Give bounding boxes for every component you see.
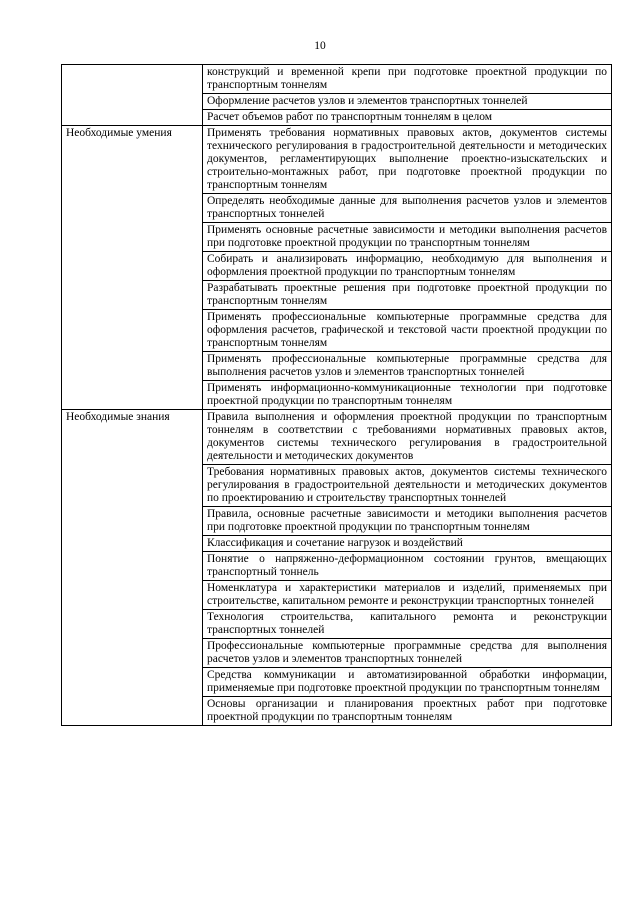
requirement-item: конструкций и временной крепи при подготовке проектной продукции по транспортным тоннелям [203,65,612,94]
requirement-item: Средства коммуникации и автоматизированной обработки информации, применяемые при подготовке проектной продукции по транспортным тоннелям [203,668,612,697]
requirement-item: Расчет объемов работ по транспортным тоннелям в целом [203,110,612,126]
requirement-item: Применять требования нормативных правовых актов, документов системы технического регулирования в градостроительной деятельности и методических документов, регламентирующих выполнение проектно-изыскательских и строительно-монтажных работ, при подготовке проектной продукции по транспортным тоннелям [203,126,612,194]
page-number: 10 [314,40,326,52]
requirement-item: Профессиональные компьютерные программные средства для выполнения расчетов узлов и элементов транспортных тоннелей [203,639,612,668]
requirement-item: Применять профессиональные компьютерные программные средства для выполнения расчетов узлов и элементов транспортных тоннелей [203,352,612,381]
requirement-item: Применять профессиональные компьютерные программные средства для оформления расчетов, графической и текстовой части проектной продукции по транспортным тоннелям [203,310,612,352]
requirement-item: Основы организации и планирования проектных работ при подготовке проектной продукции по транспортным тоннелям [203,697,612,726]
requirement-item: Применять основные расчетные зависимости и методики выполнения расчетов при подготовке проектной продукции по транспортным тоннелям [203,223,612,252]
requirements-table-body [62,65,612,726]
requirements-table [61,64,612,726]
requirement-item: Применять информационно-коммуникационные технологии при подготовке проектной продукции по транспортным тоннелям [203,381,612,410]
requirement-item: Разрабатывать проектные решения при подготовке проектной продукции по транспортным тоннелям [203,281,612,310]
requirement-item: Технология строительства, капитального ремонта и реконструкции транспортных тоннелей [203,610,612,639]
table-row [62,65,612,94]
requirement-item: Собирать и анализировать информацию, необходимую для выполнения и оформления проектной продукции по транспортным тоннелям [203,252,612,281]
requirement-item: Номенклатура и характеристики материалов и изделий, применяемых при строительстве, капитальном ремонте и реконструкции транспортных тоннелей [203,581,612,610]
requirement-item: Правила, основные расчетные зависимости и методики выполнения расчетов при подготовке проектной продукции по транспортным тоннелям [203,507,612,536]
section-label [62,65,203,126]
table-row [62,410,612,465]
requirement-item: Оформление расчетов узлов и элементов транспортных тоннелей [203,94,612,110]
requirement-item: Понятие о напряженно-деформационном состоянии грунтов, вмещающих транспортный тоннель [203,552,612,581]
requirement-item: Правила выполнения и оформления проектной продукции по транспортным тоннелям в соответствии с требованиями нормативных правовых актов, документов системы технического регулирования в градостроительной деятельности и методических документов [203,410,612,465]
requirement-item: Определять необходимые данные для выполнения расчетов узлов и элементов транспортных тоннелей [203,194,612,223]
requirement-item: Классификация и сочетание нагрузок и воздействий [203,536,612,552]
section-label: Необходимые знания [62,410,203,726]
table-row [62,126,612,194]
section-label: Необходимые умения [62,126,203,410]
requirement-item: Требования нормативных правовых актов, документов системы технического регулирования в градостроительной деятельности и методических документов по проектированию и строительству транспортных тоннелей [203,465,612,507]
